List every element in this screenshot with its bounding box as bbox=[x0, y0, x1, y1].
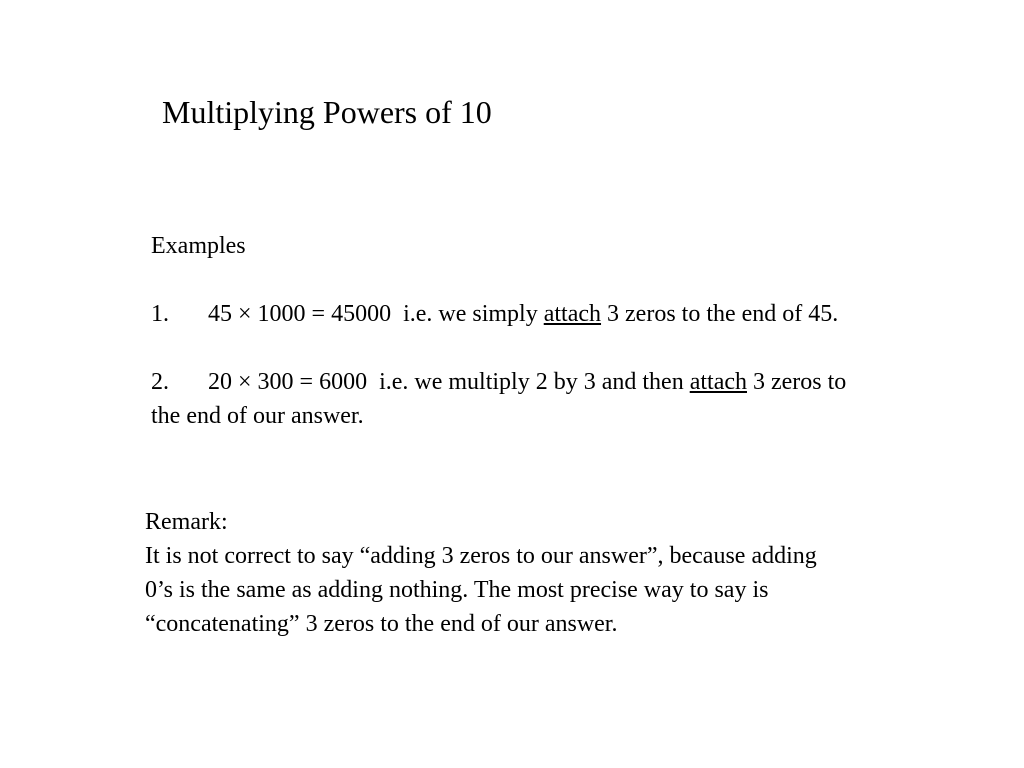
examples-heading: Examples bbox=[151, 233, 246, 259]
example-2-continuation: the end of our answer. bbox=[151, 403, 364, 429]
example-2-line bbox=[151, 365, 981, 399]
example-1-emphasis: attach bbox=[543, 301, 602, 327]
example-2-explanation-after: 3 zeros to bbox=[753, 369, 847, 395]
example-item-2 bbox=[151, 365, 981, 433]
example-2-number: 2. bbox=[151, 369, 169, 395]
remark-line-3: “concatenating” 3 zeros to the end of our answer. bbox=[145, 611, 618, 637]
remark-section bbox=[145, 505, 985, 641]
example-1-equation: 45 × 1000 = 45000 bbox=[208, 301, 392, 327]
remark-heading: Remark: bbox=[145, 509, 228, 535]
example-1-line bbox=[151, 297, 981, 331]
remark-line-2: 0’s is the same as adding nothing. The most precise way to say is bbox=[145, 577, 769, 603]
example-1-number: 1. bbox=[151, 301, 169, 327]
example-2-emphasis: attach bbox=[689, 369, 747, 395]
remark-line-1: It is not correct to say “adding 3 zeros to our answer”, because adding bbox=[145, 543, 817, 569]
examples-section bbox=[151, 229, 981, 467]
example-1-explanation-before: i.e. we simply bbox=[403, 301, 538, 327]
example-1-explanation-after: 3 zeros to the end of 45. bbox=[607, 301, 839, 327]
example-2-explanation-before: i.e. we multiply 2 by 3 and then bbox=[379, 369, 684, 395]
example-2-equation: 20 × 300 = 6000 bbox=[208, 369, 368, 395]
example-item-1 bbox=[151, 297, 981, 331]
slide-title: Multiplying Powers of 10 bbox=[162, 94, 492, 130]
